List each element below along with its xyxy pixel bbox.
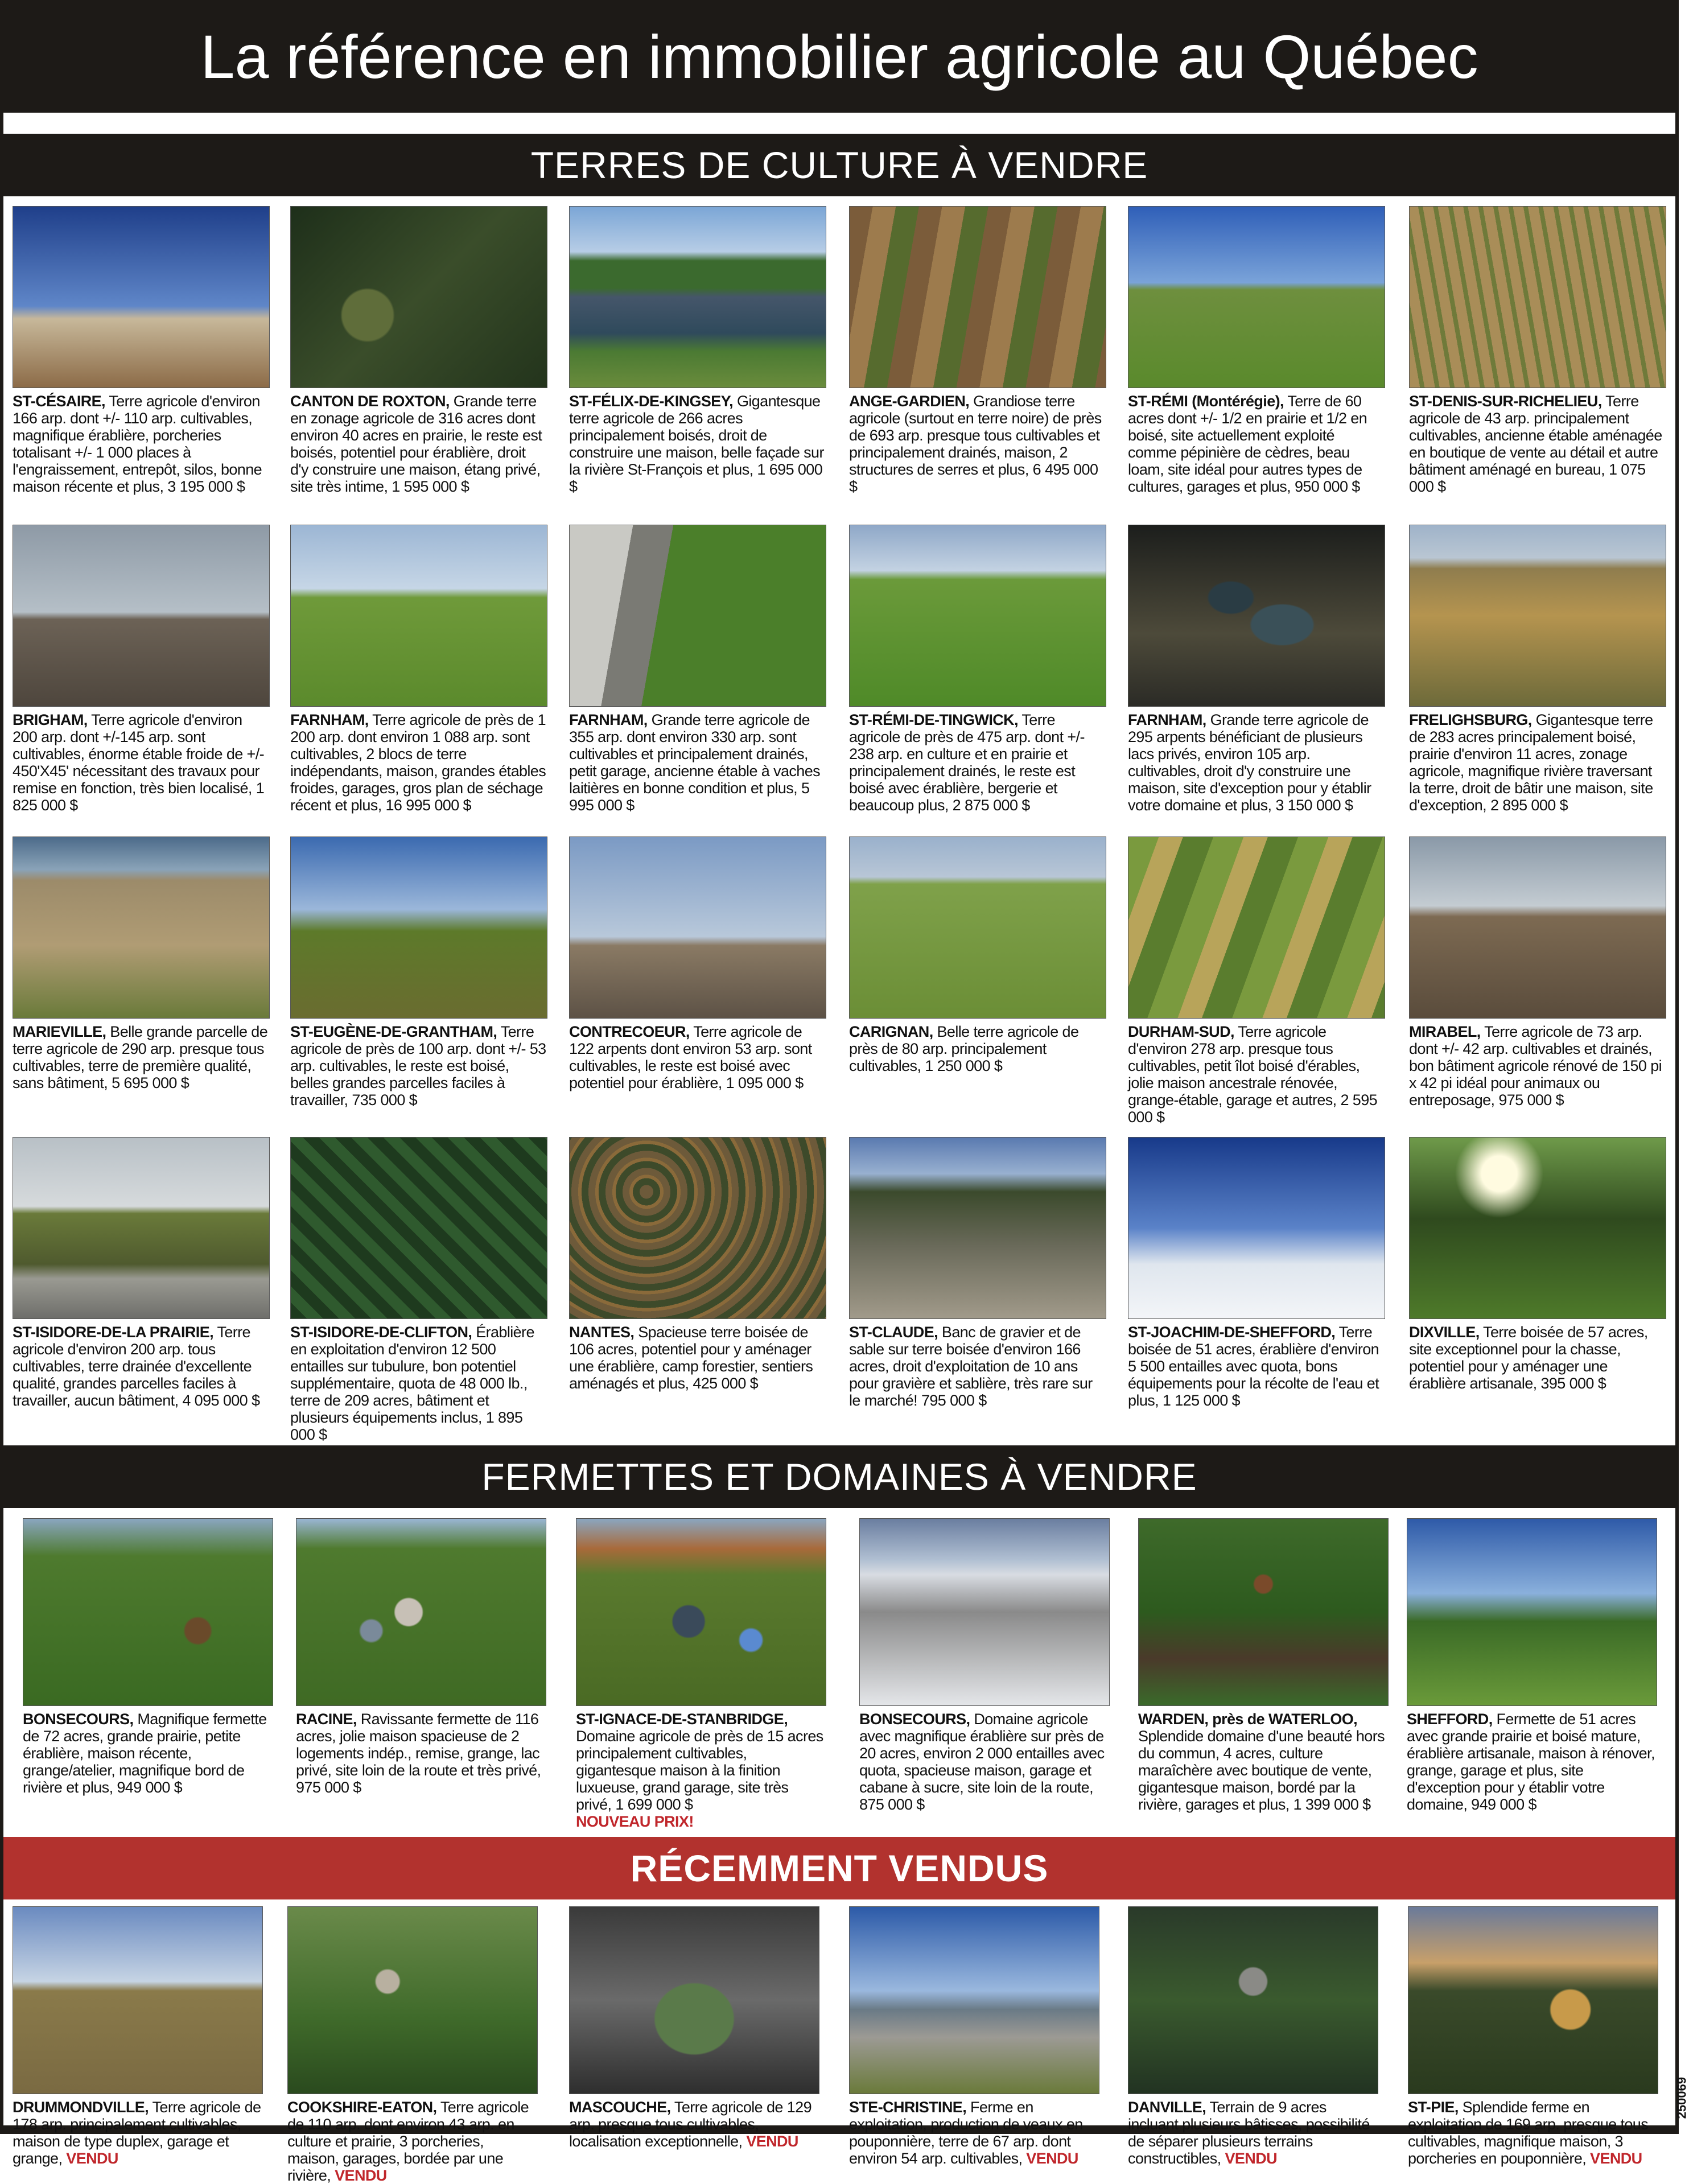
culture-listing[interactable]: [13, 206, 270, 495]
fermette-details: Fermette de 51 acres avec grande prairie et boisé mature, érablière artisanale, maison à rénover, grange, garage et plus, site d'exception pour y établir votre domaine, 949 000 $: [1407, 1711, 1655, 1813]
culture-description: [1128, 1023, 1385, 1126]
vendu-description: [849, 2099, 1099, 2167]
culture-description: [1409, 1324, 1666, 1392]
culture-details: Terre boisée de 57 acres, site exceptionnel pour la chasse, potentiel pour y aménager une érablière artisanale, 395 000 $: [1409, 1324, 1648, 1392]
culture-description: [13, 393, 270, 495]
ref-code: 250069: [1674, 2077, 1688, 2119]
culture-listing[interactable]: [1409, 1137, 1666, 1392]
culture-description: [13, 1324, 270, 1409]
fermette-photo[interactable]: [1407, 1518, 1657, 1706]
vendu-photo[interactable]: [1128, 1906, 1378, 2094]
culture-listing[interactable]: [1128, 525, 1385, 814]
vendu-description: [1128, 2099, 1378, 2167]
vendu-location: MASCOUCHE,: [569, 2099, 671, 2116]
culture-details: Terre agricole de près de 1 200 arp. dont environ 1 088 arp. sont cultivables, 2 blocs de terre indépendants, maison, grandes étables froides, garages, gros plan de séchage récent et plus, 16 995 000 $: [290, 711, 546, 814]
culture-photo[interactable]: [1128, 206, 1385, 388]
vendu-location: ST-PIE,: [1408, 2099, 1459, 2116]
culture-photo[interactable]: [1128, 836, 1385, 1019]
culture-photo[interactable]: [569, 1137, 826, 1319]
culture-details: Grandiose terre agricole (surtout en terre noire) de près de 693 arp. presque tous cultivables et principalement drainés, maison, 2 structures de serres et plus, 6 495 000 $: [849, 393, 1102, 495]
culture-photo[interactable]: [569, 206, 826, 388]
culture-photo[interactable]: [290, 206, 547, 388]
vendu-listing[interactable]: [13, 1906, 263, 2167]
culture-description: [849, 1324, 1106, 1409]
sold-badge: VENDU: [335, 2167, 387, 2184]
culture-photo[interactable]: [849, 206, 1106, 388]
culture-listing[interactable]: [13, 1137, 270, 1409]
fermette-details: Domaine agricole avec magnifique érablière sur près de 20 acres, environ 2 000 entailles avec quota, spacieuse maison, garage et cabane à sucre, site loin de la route, 875 000 $: [859, 1711, 1105, 1813]
vendu-photo[interactable]: [569, 1906, 819, 2094]
vendu-description: [287, 2099, 538, 2184]
culture-listing[interactable]: [13, 525, 270, 814]
culture-listing[interactable]: [569, 836, 826, 1091]
fermette-description: [1407, 1711, 1657, 1813]
culture-listing[interactable]: [849, 836, 1106, 1074]
culture-photo[interactable]: [1409, 1137, 1666, 1319]
culture-photo[interactable]: [849, 836, 1106, 1019]
culture-details: Grande terre en zonage agricole de 316 acres dont environ 40 acres en prairie, le reste est boisés, potentiel pour érablière, droit d'y construire une maison, étang privé, site très intime, 1 595 000 $: [290, 393, 542, 495]
vendu-location: DANVILLE,: [1128, 2099, 1206, 2116]
culture-description: [1409, 1023, 1666, 1109]
sold-badge: VENDU: [1225, 2150, 1277, 2167]
vendu-listing[interactable]: [849, 1906, 1099, 2167]
fermette-photo[interactable]: [23, 1518, 273, 1706]
culture-listing[interactable]: [1128, 1137, 1385, 1409]
fermette-listing[interactable]: [296, 1518, 546, 1796]
culture-listing[interactable]: [1409, 836, 1666, 1109]
fermette-description: [23, 1711, 273, 1796]
culture-photo[interactable]: [13, 206, 270, 388]
culture-location: ST-ISIDORE-DE-LA PRAIRIE,: [13, 1324, 214, 1341]
culture-photo[interactable]: [1128, 525, 1385, 707]
culture-location: ST-CLAUDE,: [849, 1324, 938, 1341]
culture-location: FARNHAM,: [1128, 711, 1206, 728]
section-title-fermettes: FERMETTES ET DOMAINES À VENDRE: [3, 1445, 1675, 1508]
vendu-photo[interactable]: [287, 1906, 538, 2094]
fermette-details: Magnifique fermette de 72 acres, grande prairie, petite érablière, maison récente, grange/atelier, magnifique bord de rivière et plus, 949 000 $: [23, 1711, 267, 1796]
culture-photo[interactable]: [1409, 206, 1666, 388]
culture-details: Banc de gravier et de sable sur terre boisée d'environ 166 acres, droit d'exploitation de 10 ans pour gravière et sablière, très rare sur le marché! 795 000 $: [849, 1324, 1093, 1409]
vendu-description: [569, 2099, 819, 2150]
culture-details: Spacieuse terre boisée de 106 acres, potentiel pour y aménager une érablière, camp forestier, sentiers aménagés et plus, 425 000 $: [569, 1324, 813, 1392]
fermette-details: Ravissante fermette de 116 acres, jolie maison spacieuse de 2 logements indép., remise, grange, lac privé, site loin de la route et très privé, 975 000 $: [296, 1711, 541, 1796]
left-border: [0, 113, 3, 2130]
vendu-listing[interactable]: [569, 1906, 819, 2150]
culture-listing[interactable]: [1409, 525, 1666, 814]
culture-listing[interactable]: [1409, 206, 1666, 495]
culture-location: ST-ISIDORE-DE-CLIFTON,: [290, 1324, 472, 1341]
section-title-culture: TERRES DE CULTURE À VENDRE: [3, 134, 1675, 196]
fermette-location: WARDEN, près de WATERLOO,: [1138, 1711, 1358, 1728]
culture-photo[interactable]: [290, 525, 547, 707]
culture-details: Terre agricole de 43 arp. principalement cultivables, ancienne étable aménagée en boutique de vente au détail et autre bâtiment aménagé en bureau, 1 075 000 $: [1409, 393, 1662, 495]
culture-listing[interactable]: [1128, 836, 1385, 1126]
culture-listing[interactable]: [849, 1137, 1106, 1409]
culture-location: ST-RÉMI (Montérégie),: [1128, 393, 1284, 410]
culture-details: Terre boisée de 51 acres, érablière d'environ 5 500 entailles avec quota, bons équipements pour la récolte de l'eau et plus, 1 125 000 $: [1128, 1324, 1379, 1409]
culture-description: [290, 1023, 547, 1109]
fermette-location: SHEFFORD,: [1407, 1711, 1493, 1728]
fermette-listing[interactable]: [576, 1518, 826, 1830]
culture-location: CONTRECOEUR,: [569, 1023, 690, 1040]
fermette-photo[interactable]: [576, 1518, 826, 1706]
fermette-photo[interactable]: [1138, 1518, 1389, 1706]
vendu-location: DRUMMONDVILLE,: [13, 2099, 149, 2116]
vendu-photo[interactable]: [1408, 1906, 1658, 2094]
fermette-description: [859, 1711, 1110, 1813]
culture-details: Gigantesque terre agricole de 266 acres principalement boisés, droit de construire une maison, belle façade sur la rivière St-François et plus, 1 695 000 $: [569, 393, 824, 495]
culture-location: FARNHAM,: [569, 711, 648, 728]
fermette-listing[interactable]: [23, 1518, 273, 1796]
vendu-location: STE-CHRISTINE,: [849, 2099, 967, 2116]
vendu-details: Splendide ferme en exploitation de 169 arp. presque tous cultivables, magnifique maison, 3 porcheries en pouponnière,: [1408, 2099, 1649, 2167]
fermette-details: Splendide domaine d'une beauté hors du commun, 4 acres, culture maraîchère avec boutique de vente, gigantesque maison, bordé par la rivière, garages et plus, 1 399 000 $: [1138, 1728, 1385, 1813]
culture-location: ST-DENIS-SUR-RICHELIEU,: [1409, 393, 1602, 410]
culture-details: Grande terre agricole de 295 arpents bénéficiant de plusieurs lacs privés, environ 105 arp. cultivables, droit d'y construire une maison, site d'exception pour y établir votre domaine et plus, 3 150 000 $: [1128, 711, 1371, 814]
culture-listing[interactable]: [290, 525, 547, 814]
culture-location: ANGE-GARDIEN,: [849, 393, 970, 410]
fermette-description: [296, 1711, 546, 1796]
fermette-listing[interactable]: [1138, 1518, 1389, 1813]
fermette-photo[interactable]: [296, 1518, 546, 1706]
culture-location: MIRABEL,: [1409, 1023, 1481, 1040]
culture-details: Terre agricole d'environ 200 arp. dont +/-145 arp. sont cultivables, énorme étable froide de +/- 450'X45' nécessitant des travaux pour remise en fonction, très bien localisé, 1 825 000 $: [13, 711, 265, 814]
culture-description: [290, 1324, 547, 1443]
culture-location: FARNHAM,: [290, 711, 369, 728]
culture-photo[interactable]: [569, 525, 826, 707]
fermette-listing[interactable]: [1407, 1518, 1657, 1813]
sold-badge: VENDU: [66, 2150, 118, 2167]
fermette-description: [576, 1711, 826, 1830]
culture-location: MARIEVILLE,: [13, 1023, 106, 1040]
new-price-badge: NOUVEAU PRIX!: [576, 1813, 694, 1830]
culture-photo[interactable]: [290, 1137, 547, 1319]
culture-location: FRELIGHSBURG,: [1409, 711, 1532, 728]
fermette-location: ST-IGNACE-DE-STANBRIDGE,: [576, 1711, 788, 1728]
culture-description: [13, 711, 270, 814]
fermette-details: Domaine agricole de près de 15 acres principalement cultivables, gigantesque maison à la finition luxueuse, grand garage, site très privé, 1 699 000 $: [576, 1728, 823, 1813]
culture-details: Terre agricole de 122 arpents dont environ 53 arp. sont cultivables, le reste est boisé avec potentiel pour érablière, 1 095 000 $: [569, 1023, 812, 1091]
culture-listing[interactable]: [290, 836, 547, 1109]
vendu-photo[interactable]: [849, 1906, 1099, 2094]
culture-details: Belle terre agricole de près de 80 arp. principalement cultivables, 1 250 000 $: [849, 1023, 1079, 1074]
culture-description: [1409, 393, 1666, 495]
culture-details: Érablière en exploitation d'environ 12 500 entailles sur tubulure, bon potentiel supplémentaire, quota de 48 000 lb., terre de 209 acres, bâtiment et plusieurs équipements inclus, 1 895 000 $: [290, 1324, 534, 1443]
sold-badge: VENDU: [746, 2133, 798, 2150]
culture-listing[interactable]: [1128, 206, 1385, 495]
vendu-details: Terrain de 9 acres incluant plusieurs bâtisses, possibilité de séparer plusieurs terrains constructibles,: [1128, 2099, 1370, 2167]
vendu-description: [1408, 2099, 1658, 2167]
culture-photo[interactable]: [569, 836, 826, 1019]
culture-description: [290, 711, 547, 814]
vendu-photo[interactable]: [13, 1906, 263, 2094]
culture-details: Grande terre agricole de 355 arp. dont environ 330 arp. sont cultivables et principalement drainés, petit garage, ancienne étable à vaches laitières en bonne condition et plus, 5 995 000 $: [569, 711, 821, 814]
culture-details: Gigantesque terre de 283 acres principalement boisé, prairie d'environ 11 acres, zonage agricole, magnifique rivière traversant la terre, droit de bâtir une maison, site d'exception, 2 895 000 $: [1409, 711, 1653, 814]
culture-description: [13, 1023, 270, 1091]
culture-details: Terre agricole d'environ 166 arp. dont +/- 110 arp. cultivables, magnifique érablière, porcheries totalisant +/- 1 000 places à l'engraissement, entrepôt, silos, bonne maison récente et plus, 3 195 000 $: [13, 393, 262, 495]
culture-description: [290, 393, 547, 495]
culture-location: NANTES,: [569, 1324, 635, 1341]
culture-details: Terre agricole de près de 475 arp. dont +/- 238 arp. en culture et en prairie et principalement drainés, le reste est boisé avec érablière, bergerie et beaucoup plus, 2 875 000 $: [849, 711, 1085, 814]
section-title-vendus: RÉCEMMENT VENDUS: [3, 1837, 1675, 1899]
culture-location: ST-FÉLIX-DE-KINGSEY,: [569, 393, 734, 410]
culture-listing[interactable]: [569, 206, 826, 495]
culture-photo[interactable]: [13, 836, 270, 1019]
culture-location: BRIGHAM,: [13, 711, 88, 728]
culture-location: CARIGNAN,: [849, 1023, 933, 1040]
culture-description: [849, 1023, 1106, 1074]
fermette-description: [1138, 1711, 1389, 1813]
culture-listing[interactable]: [849, 525, 1106, 814]
culture-photo[interactable]: [849, 525, 1106, 707]
culture-photo[interactable]: [849, 1137, 1106, 1319]
culture-photo[interactable]: [1409, 836, 1666, 1019]
fermette-location: BONSECOURS,: [23, 1711, 134, 1728]
culture-description: [1128, 393, 1385, 495]
vendu-listing[interactable]: [1128, 1906, 1378, 2167]
vendu-description: [13, 2099, 263, 2167]
culture-details: Belle grande parcelle de terre agricole de 290 arp. presque tous cultivables, terre de première qualité, sans bâtiment, 5 695 000 $: [13, 1023, 268, 1091]
culture-listing[interactable]: [849, 206, 1106, 495]
culture-photo[interactable]: [13, 1137, 270, 1319]
culture-location: ST-RÉMI-DE-TINGWICK,: [849, 711, 1018, 728]
fermette-photo[interactable]: [859, 1518, 1110, 1706]
vendu-details: Terre agricole de 178 arp. principalement cultivables, maison de type duplex, garage et grange,: [13, 2099, 261, 2167]
vendu-details: Terre agricole de 110 arp. dont environ 43 arp. en culture et prairie, 3 porcheries, maison, garages, bordée par une rivière,: [287, 2099, 529, 2184]
culture-location: CANTON DE ROXTON,: [290, 393, 450, 410]
sold-badge: VENDU: [1590, 2150, 1642, 2167]
culture-listing[interactable]: [290, 1137, 547, 1443]
culture-listing[interactable]: [13, 836, 270, 1091]
fermette-location: BONSECOURS,: [859, 1711, 970, 1728]
vendu-listing[interactable]: [1408, 1906, 1658, 2167]
culture-photo[interactable]: [13, 525, 270, 707]
culture-location: ST-JOACHIM-DE-SHEFFORD,: [1128, 1324, 1336, 1341]
culture-description: [849, 711, 1106, 814]
culture-details: Terre de 60 acres dont +/- 1/2 en prairie et 1/2 en boisé, site actuellement exploité comme pépinière de cèdres, beau loam, site idéal pour autres types de cultures, garages et plus, 950 000 $: [1128, 393, 1367, 495]
culture-description: [1128, 711, 1385, 814]
culture-description: [569, 1023, 826, 1091]
culture-description: [849, 393, 1106, 495]
fermette-listing[interactable]: [859, 1518, 1110, 1813]
culture-details: Terre agricole de 73 arp. dont +/- 42 arp. cultivables et drainés, bon bâtiment agricole rénové de 150 pi x 42 pi idéal pour animaux ou entreposage, 975 000 $: [1409, 1023, 1662, 1109]
right-border: [1675, 113, 1679, 2130]
vendu-location: COOKSHIRE-EATON,: [287, 2099, 437, 2116]
vendu-listing[interactable]: [287, 1906, 538, 2184]
culture-details: Terre agricole d'environ 200 arp. tous cultivables, terre drainée d'excellente qualité, grandes parcelles faciles à travailler, aucun bâtiment, 4 095 000 $: [13, 1324, 260, 1409]
culture-description: [569, 393, 826, 495]
culture-description: [1128, 1324, 1385, 1409]
culture-description: [569, 711, 826, 814]
vendu-details: Ferme en exploitation, production de veaux en pouponnière, terre de 67 arp. dont environ 54 arp. cultivables,: [849, 2099, 1083, 2167]
fermette-location: RACINE,: [296, 1711, 357, 1728]
culture-description: [1409, 711, 1666, 814]
sold-badge: VENDU: [1026, 2150, 1078, 2167]
culture-photo[interactable]: [1409, 525, 1666, 707]
culture-location: DIXVILLE,: [1409, 1324, 1480, 1341]
culture-description: [569, 1324, 826, 1392]
culture-location: ST-EUGÈNE-DE-GRANTHAM,: [290, 1023, 497, 1040]
culture-photo[interactable]: [1128, 1137, 1385, 1319]
vendu-details: Terre agricole de 129 arp. presque tous cultivables, localisation exceptionnelle,: [569, 2099, 811, 2150]
culture-location: ST-CÉSAIRE,: [13, 393, 105, 410]
culture-details: Terre agricole de près de 100 arp. dont +/- 53 arp. cultivables, le reste est boisé, belles grandes parcelles faciles à travailler, 735 000 $: [290, 1023, 546, 1109]
culture-photo[interactable]: [290, 836, 547, 1019]
culture-listing[interactable]: [569, 1137, 826, 1392]
culture-listing[interactable]: [569, 525, 826, 814]
page-banner: La référence en immobilier agricole au Québec: [0, 0, 1679, 113]
culture-details: Terre agricole d'environ 278 arp. presque tous cultivables, petit îlot boisé d'érables, jolie maison ancestrale rénovée, grange-étable, garage et autres, 2 595 000 $: [1128, 1023, 1378, 1126]
culture-location: DURHAM-SUD,: [1128, 1023, 1234, 1040]
culture-listing[interactable]: [290, 206, 547, 495]
